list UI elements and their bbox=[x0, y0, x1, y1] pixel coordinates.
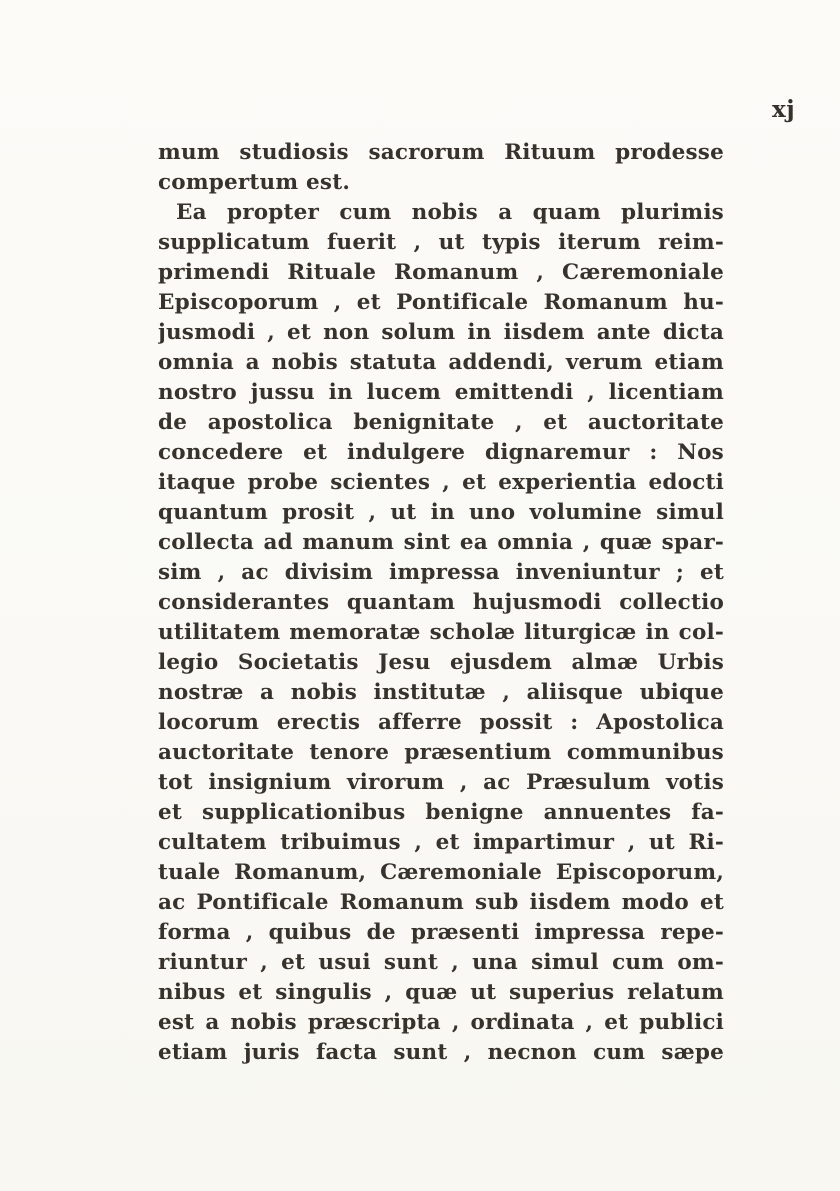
text-line: locorum erectis afferre possit : Apostolica bbox=[158, 710, 724, 735]
text-line: jusmodi , et non solum in iisdem ante dicta bbox=[158, 320, 724, 345]
text-line: Ea propter cum nobis a quam plurimis bbox=[176, 200, 724, 225]
text-line: et supplicationibus benigne annuentes fa- bbox=[158, 800, 724, 825]
text-line: ac Pontificale Romanum sub iisdem modo et bbox=[158, 890, 724, 915]
page-number: xj bbox=[772, 96, 796, 123]
text-line: Episcoporum , et Pontificale Romanum hu- bbox=[158, 290, 724, 315]
text-line: considerantes quantam hujusmodi collectio bbox=[158, 590, 724, 615]
text-line: primendi Rituale Romanum , Cæremoniale bbox=[158, 260, 724, 285]
text-line: tot insignium virorum , ac Præsulum votis bbox=[158, 770, 724, 795]
text-line: sim , ac divisim impressa inveniuntur ; et bbox=[158, 560, 724, 585]
text-line: utilitatem memoratæ scholæ liturgicæ in col- bbox=[158, 620, 724, 645]
text-line: de apostolica benignitate , et auctoritate bbox=[158, 410, 724, 435]
text-line: nibus et singulis , quæ ut superius relatum bbox=[158, 980, 724, 1005]
text-line: omnia a nobis statuta addendi, verum etiam bbox=[158, 350, 724, 375]
text-line: est a nobis præscripta , ordinata , et publici bbox=[158, 1010, 724, 1035]
text-line: nostræ a nobis institutæ , aliisque ubique bbox=[158, 680, 724, 705]
text-line: nostro jussu in lucem emittendi , licentiam bbox=[158, 380, 724, 405]
page-text bbox=[158, 138, 724, 1068]
text-line: legio Societatis Jesu ejusdem almæ Urbis bbox=[158, 650, 724, 675]
text-line: cultatem tribuimus , et impartimur , ut Ri- bbox=[158, 830, 724, 855]
text-line: itaque probe scientes , et experientia edocti bbox=[158, 470, 724, 495]
text-line: quantum prosit , ut in uno volumine simul bbox=[158, 500, 724, 525]
text-line: collecta ad manum sint ea omnia , quæ spar- bbox=[158, 530, 724, 555]
text-line: compertum est. bbox=[158, 170, 351, 195]
text-line: tuale Romanum, Cæremoniale Episcoporum, bbox=[158, 860, 724, 885]
text-line: mum studiosis sacrorum Rituum prodesse bbox=[158, 140, 724, 165]
text-line: supplicatum fuerit , ut typis iterum reim- bbox=[158, 230, 724, 255]
text-line: concedere et indulgere dignaremur : Nos bbox=[158, 440, 724, 465]
text-line: etiam juris facta sunt , necnon cum sæpe bbox=[158, 1040, 724, 1065]
text-line: forma , quibus de præsenti impressa repe- bbox=[158, 920, 724, 945]
text-line: auctoritate tenore præsentium communibus bbox=[158, 740, 724, 765]
text-line: riuntur , et usui sunt , una simul cum om- bbox=[158, 950, 724, 975]
